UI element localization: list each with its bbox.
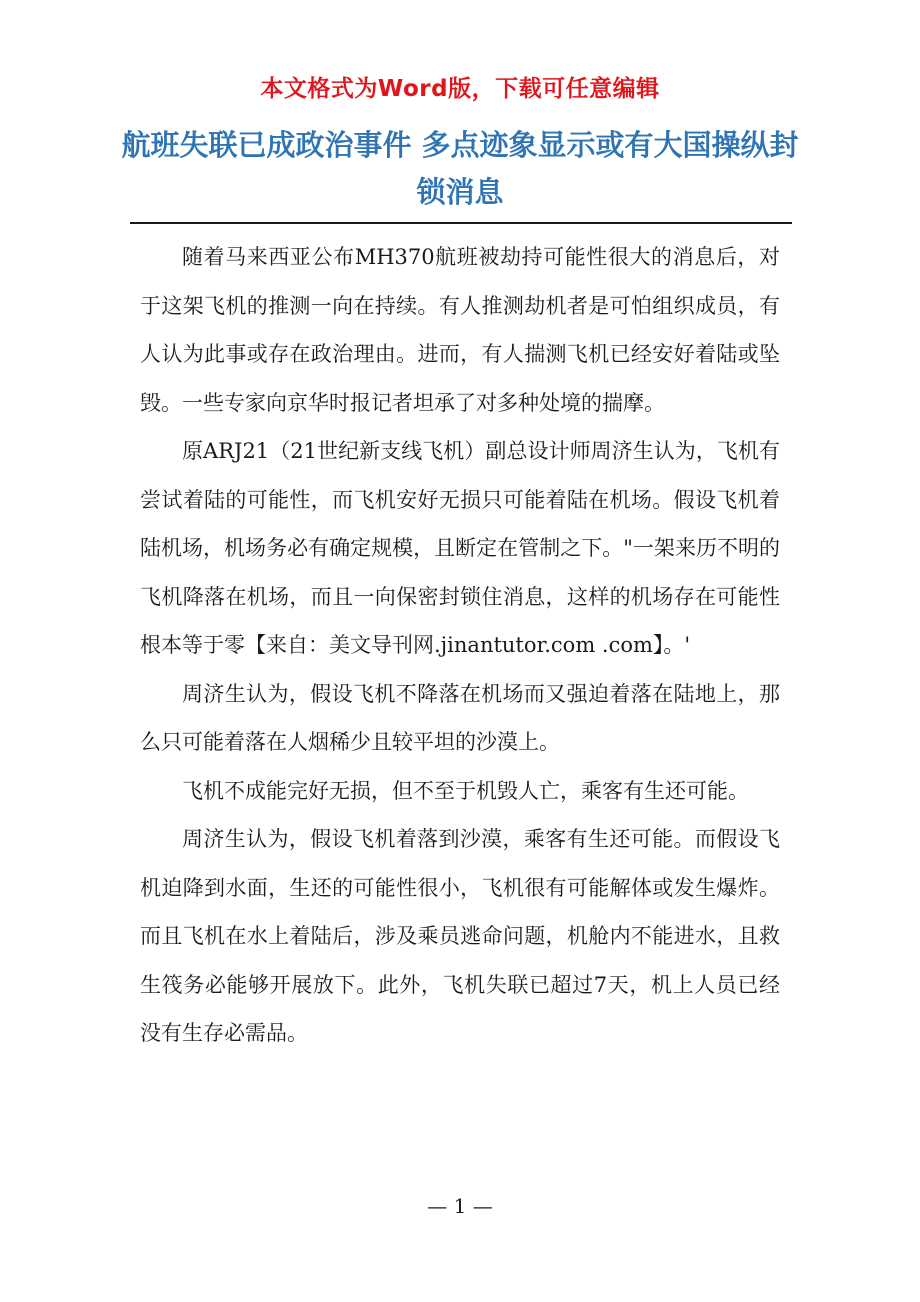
page-number: — 1 — [427, 1194, 493, 1218]
article-title: 航班失联已成政治事件 多点迹象显示或有大国操纵封锁消息 [121, 128, 799, 209]
paragraph: 原ARJ21（21世纪新支线飞机）副总设计师周济生认为，飞机有尝试着陆的可能性，而飞机安好无损只可能着陆在机场。假设飞机着陆机场，机场务必有确定规模，且断定在管制之下。"一架来历不明的飞机降落在机场，而且一向保密封锁住消息，这样的机场存在可能性根本等于零【来自：美文导刊网.jinantutor.com .com】。' [140, 439, 780, 657]
article-body [140, 233, 780, 1058]
paragraph: 飞机不成能完好无损，但不至于机毁人亡，乘客有生还可能。 [182, 778, 749, 803]
title-divider [130, 222, 792, 224]
paragraph: 随着马来西亚公布MH370航班被劫持可能性很大的消息后，对于这架飞机的推测一向在持续。有人推测劫机者是可怕组织成员，有人认为此事或存在政治理由。进而，有人揣测飞机已经安好着陆或坠毁。一些专家向京华时报记者坦承了对多种处境的揣摩。 [140, 245, 780, 415]
format-notice-banner: 本文格式为Word版，下载可任意编辑 [260, 76, 660, 102]
paragraph: 周济生认为，假设飞机着落到沙漠，乘客有生还可能。而假设飞机迫降到水面，生还的可能性很小，飞机很有可能解体或发生爆炸。而且飞机在水上着陆后，涉及乘员逃命问题，机舱内不能进水，且救生筏务必能够开展放下。此外，飞机失联已超过7天，机上人员已经没有生存必需品。 [140, 827, 780, 1045]
paragraph: 周济生认为，假设飞机不降落在机场而又强迫着落在陆地上，那么只可能着落在人烟稀少且较平坦的沙漠上。 [140, 681, 780, 754]
